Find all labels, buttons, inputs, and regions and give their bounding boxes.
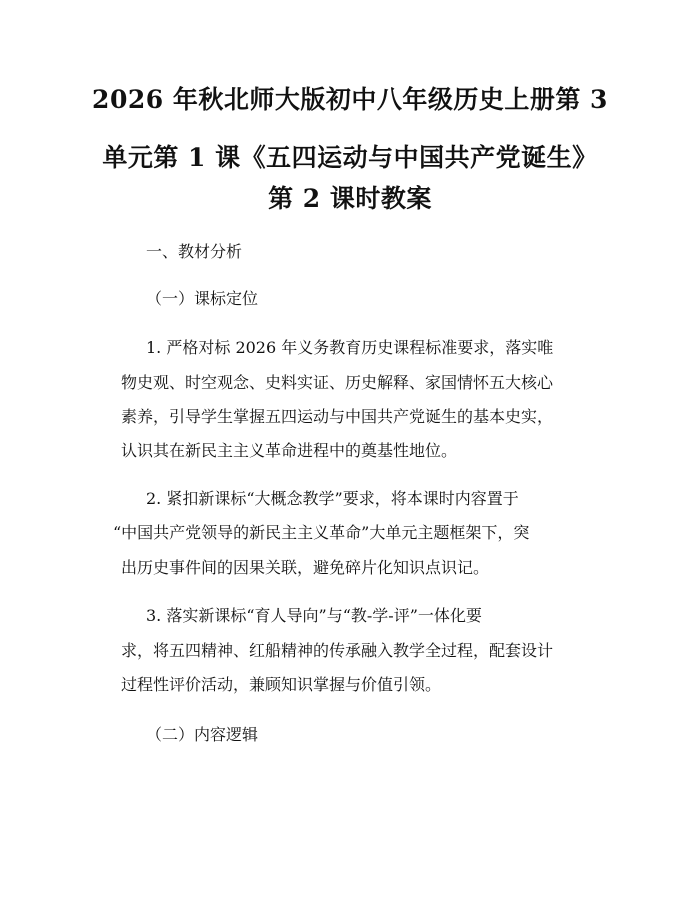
section-heading-textbook-analysis: 一、教材分析 xyxy=(146,242,243,261)
paragraph-2-line-2: “中国共产党领导的新民主主义革命”大单元主题框架下，突 xyxy=(113,523,530,542)
paragraph-1-line-1: 1. 严格对标 2026 年义务教育历史课程标准要求，落实唯 xyxy=(146,338,554,357)
subsection-heading-curriculum-standard: （一）课标定位 xyxy=(146,289,259,308)
paragraph-3-line-2: 求，将五四精神、红船精神的传承融入教学全过程，配套设计 xyxy=(121,641,554,660)
paragraph-2-line-3: 出历史事件间的因果关联，避免碎片化知识点识记。 xyxy=(121,558,490,577)
paragraph-2-line-1: 2. 紧扣新课标“大概念教学”要求，将本课时内容置于 xyxy=(146,489,519,508)
paragraph-3-line-1: 3. 落实新课标“育人导向”与“教-学-评”一体化要 xyxy=(146,606,482,625)
document-title-line-2: 单元第 1 课《五四运动与中国共产党诞生》 xyxy=(102,143,598,172)
document-title-line-1: 2026 年秋北师大版初中八年级历史上册第 3 xyxy=(92,85,608,114)
paragraph-1-line-3: 素养，引导学生掌握五四运动与中国共产党诞生的基本史实， xyxy=(121,407,554,426)
paragraph-3-line-3: 过程性评价活动，兼顾知识掌握与价值引领。 xyxy=(121,675,442,694)
subsection-heading-content-logic: （二）内容逻辑 xyxy=(146,725,259,744)
paragraph-1-line-2: 物史观、时空观念、史料实证、历史解释、家国情怀五大核心 xyxy=(121,373,554,392)
document-title-line-3: 第 2 课时教案 xyxy=(268,184,432,213)
paragraph-1-line-4: 认识其在新民主主义革命进程中的奠基性地位。 xyxy=(121,441,458,460)
